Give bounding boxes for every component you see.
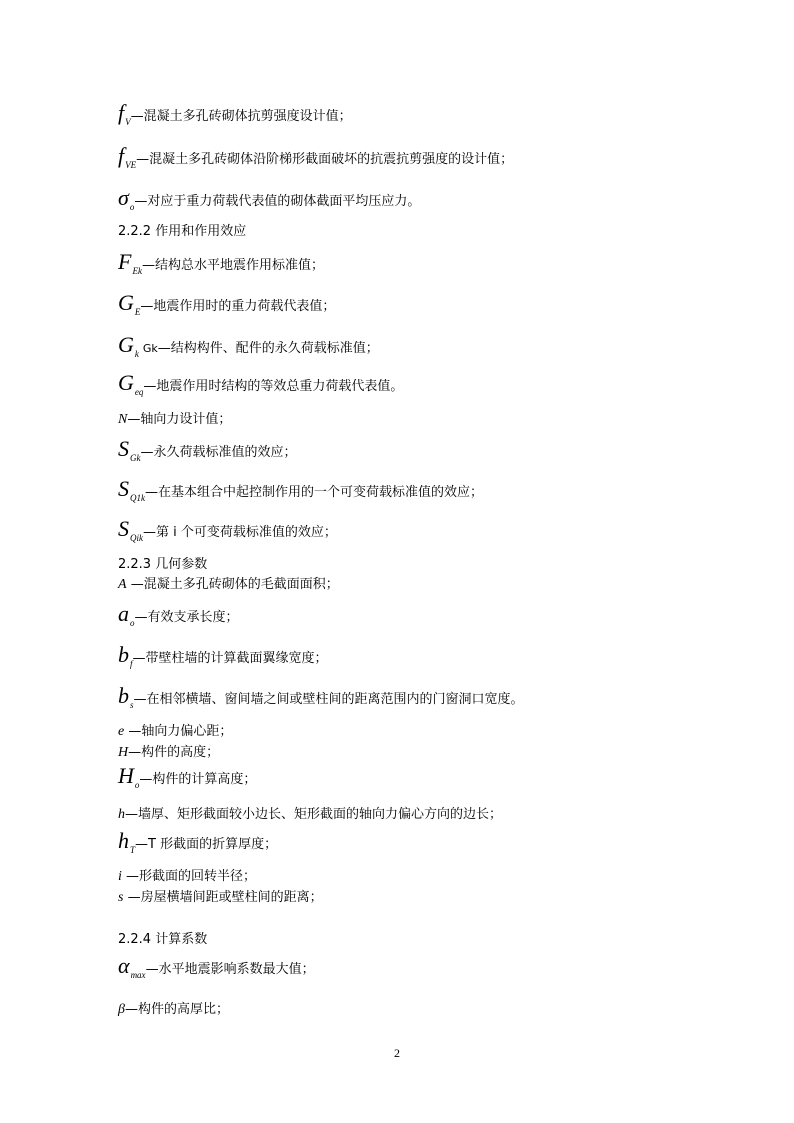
symbol-ao-line bbox=[118, 601, 239, 628]
definition-text: —构件的高厚比； bbox=[124, 1002, 229, 1017]
symbol-fv-line bbox=[118, 100, 352, 127]
symbol-geq-line bbox=[118, 370, 404, 397]
definition-text: —地震作用时的重力荷载代表值； bbox=[140, 299, 336, 314]
definition-text: —地震作用时结构的等效总重力荷载代表值。 bbox=[143, 379, 404, 394]
subscript: o bbox=[130, 618, 135, 628]
subscript: T bbox=[130, 845, 136, 855]
symbol-hsmall-line bbox=[118, 807, 502, 823]
symbol-ge-line bbox=[118, 290, 336, 317]
subscript: f bbox=[130, 659, 133, 669]
symbol: b bbox=[118, 642, 129, 667]
symbol: f bbox=[118, 143, 125, 168]
definition-text: —在相邻横墙、窗间墙之间或壁柱间的距离范围内的门窗洞口宽度。 bbox=[133, 692, 524, 707]
symbol-fek-line bbox=[118, 249, 324, 276]
definition-text: —构件的高度； bbox=[128, 745, 220, 760]
section-heading: 2.2.4 计算系数 bbox=[118, 932, 208, 947]
symbol-beta-line bbox=[118, 1002, 229, 1018]
symbol: N bbox=[118, 412, 128, 427]
definition-text: —第 i 个可变荷载标准值的效应； bbox=[143, 525, 337, 540]
symbol-h-line bbox=[118, 745, 219, 761]
symbol-alpha-line bbox=[118, 953, 315, 980]
definition-text: —墙厚、矩形截面较小边长、矩形截面的轴向力偏心方向的边长； bbox=[125, 807, 503, 822]
definition-text: —轴向力偏心距； bbox=[124, 724, 233, 739]
definition-text: —混凝土多孔砖砌体的毛截面面积； bbox=[126, 577, 339, 592]
subscript: Ek bbox=[132, 266, 142, 276]
subscript: max bbox=[130, 970, 146, 980]
subscript: V bbox=[125, 117, 131, 127]
definition-text: —混凝土多孔砖砌体抗剪强度设计值； bbox=[130, 109, 352, 124]
symbol: h bbox=[118, 807, 125, 822]
symbol-e-line bbox=[118, 724, 232, 740]
definition-text: —混凝土多孔砖砌体沿阶梯形截面破坏的抗震抗剪强度的设计值； bbox=[136, 152, 514, 167]
extra-symbol: Gk bbox=[142, 342, 158, 355]
symbol-bf-line bbox=[118, 642, 328, 669]
subscript: Qik bbox=[130, 533, 143, 543]
symbol: i bbox=[118, 869, 122, 884]
symbol: A bbox=[118, 577, 127, 592]
subscript: o bbox=[134, 780, 140, 790]
section-heading: 2.2.2 作用和作用效应 bbox=[118, 224, 247, 239]
symbol: f bbox=[118, 100, 125, 125]
page-number: 2 bbox=[394, 1046, 400, 1060]
definition-text: —永久荷载标准值的效应； bbox=[140, 445, 297, 460]
symbol: σ bbox=[118, 185, 129, 210]
symbol: s bbox=[118, 890, 124, 905]
subscript: s bbox=[130, 700, 134, 710]
subscript: Q1k bbox=[130, 493, 145, 503]
symbol: e bbox=[118, 724, 125, 739]
definition-text: —结构构件、配件的永久荷载标准值； bbox=[157, 341, 379, 356]
symbol: H bbox=[118, 763, 134, 788]
subscript: E bbox=[134, 307, 141, 317]
subscript: VE bbox=[125, 160, 137, 170]
symbol: S bbox=[118, 476, 129, 501]
symbol: F bbox=[118, 249, 132, 274]
definition-text: —有效支承长度； bbox=[134, 610, 239, 625]
section-heading: 2.2.3 几何参数 bbox=[118, 557, 208, 572]
definition-text: —形截面的回转半径； bbox=[121, 869, 257, 884]
symbol: b bbox=[118, 683, 129, 708]
symbol: G bbox=[118, 332, 134, 357]
definition-text: —水平地震影响系数最大值； bbox=[145, 962, 315, 977]
symbol: G bbox=[118, 290, 134, 315]
symbol-sq1k-line bbox=[118, 476, 484, 503]
symbol: G bbox=[118, 370, 134, 395]
symbol: S bbox=[118, 436, 129, 461]
subscript: eq bbox=[134, 387, 144, 397]
symbol-a-line bbox=[118, 577, 339, 593]
subscript: Gk bbox=[130, 453, 141, 463]
definition-text: —对应于重力荷载代表值的砌体截面平均压应力。 bbox=[134, 194, 421, 209]
symbol-bs-line bbox=[118, 683, 524, 710]
symbol-gk-line bbox=[118, 332, 379, 359]
subscript: o bbox=[129, 202, 135, 212]
symbol-n-line bbox=[118, 412, 231, 428]
symbol: a bbox=[118, 601, 129, 626]
definition-text: —结构总水平地震作用标准值； bbox=[141, 258, 324, 273]
symbol: S bbox=[118, 516, 129, 541]
subscript: k bbox=[134, 349, 139, 359]
definition-text: —房屋横墙间距或壁柱间的距离； bbox=[123, 890, 323, 905]
symbol: h bbox=[118, 828, 129, 853]
definition-text: —带壁柱墙的计算截面翼缘宽度； bbox=[132, 651, 328, 666]
symbol-i-line bbox=[118, 869, 256, 885]
definition-text: —在基本组合中起控制作用的一个可变荷载标准值的效应； bbox=[145, 485, 484, 500]
definition-text: —构件的计算高度； bbox=[139, 772, 257, 787]
definition-text: —T 形截面的折算厚度； bbox=[135, 837, 278, 852]
definition-text: —轴向力设计值； bbox=[127, 412, 232, 427]
symbol-s-line bbox=[118, 890, 323, 906]
symbol: β bbox=[118, 1002, 125, 1017]
symbol-ht-line bbox=[118, 828, 278, 855]
symbol: H bbox=[118, 745, 129, 760]
symbol-sigma-line bbox=[118, 185, 421, 212]
symbol-ho-line bbox=[118, 763, 257, 790]
symbol-sqik-line bbox=[118, 516, 337, 543]
symbol: α bbox=[118, 953, 130, 978]
symbol-sgk-line bbox=[118, 436, 297, 463]
symbol-fve-line bbox=[118, 143, 514, 170]
